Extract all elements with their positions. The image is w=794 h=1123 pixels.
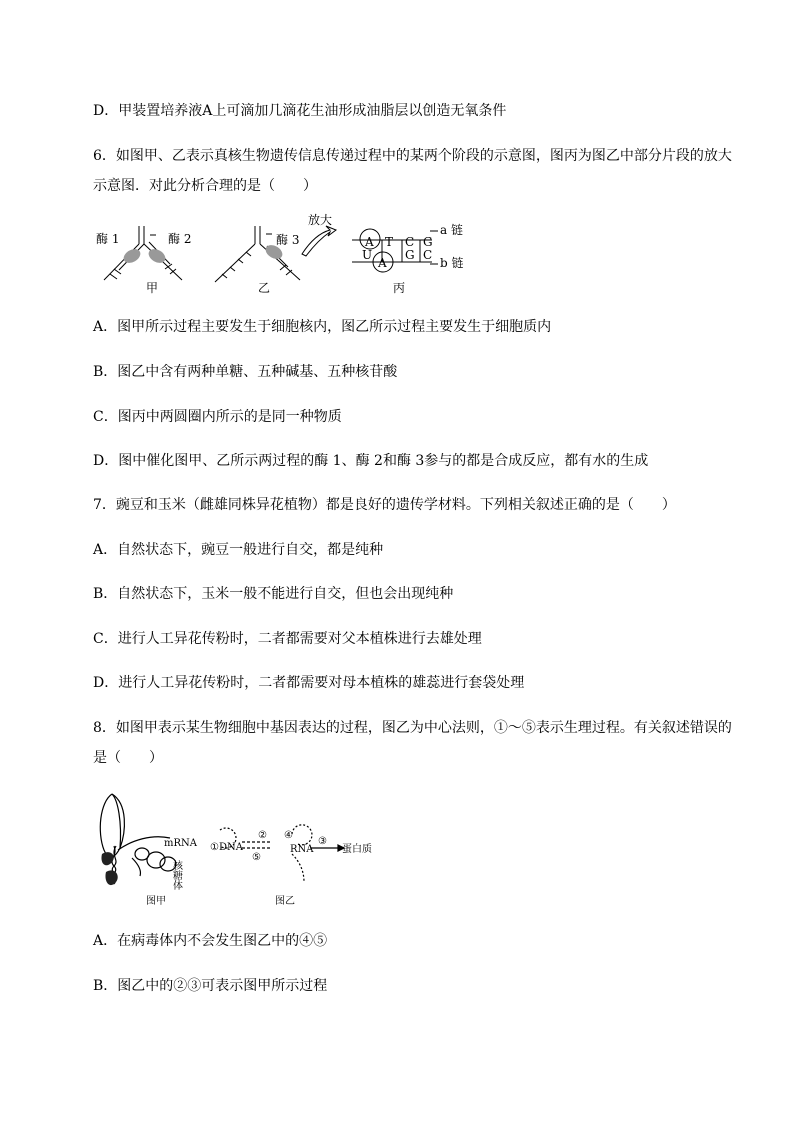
enzyme1-label: 酶 1 [96, 232, 120, 246]
process-3: ③ [318, 836, 327, 847]
base-top-2: T [385, 235, 394, 249]
caption-jia: 图甲 [146, 896, 166, 907]
base-top-4: G [423, 235, 433, 249]
ribosome-label: 核糖体 [170, 860, 182, 890]
q6-stem-line1: 6．如图甲、乙表示真核生物遗传信息传递过程中的某两个阶段的示意图，图丙为图乙中部分片段的放大 [93, 148, 732, 164]
q6-option-d: D．图中催化图甲、乙所示两过程的酶 1、酶 2和酶 3参与的都是合成反应，都有水的生成 [93, 453, 649, 469]
label-jia: 甲 [146, 281, 159, 295]
mrna-label: mRNA [164, 838, 197, 849]
base-top-3: C [405, 235, 415, 249]
q6-option-b: B．图乙中含有两种单糖、五种碱基、五种核苷酸 [93, 364, 398, 380]
process-4: ④ [284, 830, 293, 841]
base-bottom-4: C [423, 248, 433, 262]
enlarge-label: 放大 [308, 213, 333, 227]
chain-b-label: b 链 [440, 256, 464, 270]
base-bottom-2: A [378, 256, 387, 270]
q5-option-d: D．甲装置培养液A上可滴加几滴花生油形成油脂层以创造无氧条件 [93, 103, 507, 119]
chain-a-label: a 链 [440, 223, 463, 237]
process-5: ⑤ [252, 852, 261, 863]
q7-option-c: C．进行人工异花传粉时，二者都需要对父本植株进行去雄处理 [93, 631, 482, 647]
base-bottom-3: G [405, 248, 415, 262]
process-2: ② [258, 830, 267, 841]
q8-option-b: B．图乙中的②③可表示图甲所示过程 [93, 978, 328, 994]
q8-stem-line1: 8．如图甲表示某生物细胞中基因表达的过程，图乙为中心法则，①～⑤表示生理过程。有关叙述错误的 [93, 720, 732, 736]
q6-option-c: C．图丙中两圆圈内所示的是同一种物质 [93, 409, 342, 425]
q6-stem-line2: 示意图．对此分析合理的是（ ） [93, 178, 317, 194]
q8-stem-line2: 是（ ） [93, 750, 163, 766]
q7-option-a: A．自然状态下，豌豆一般进行自交，都是纯种 [93, 542, 384, 558]
q7-option-b: B．自然状态下，玉米一般不能进行自交，但也会出现纯种 [93, 586, 454, 602]
q8-figure [92, 792, 392, 908]
q7-option-d: D．进行人工异花传粉时，二者都需要对母本植株的雄蕊进行套袋处理 [93, 675, 525, 691]
q6-option-a: A．图甲所示过程主要发生于细胞核内，图乙所示过程主要发生于细胞质内 [93, 319, 552, 335]
q6-figure [90, 212, 470, 298]
q8-option-a: A．在病毒体内不会发生图乙中的④⑤ [93, 933, 328, 949]
protein-label: 蛋白质 [342, 844, 372, 855]
q7-stem: 7．豌豆和玉米（雌雄同株异花植物）都是良好的遗传学材料。下列相关叙述正确的是（ ） [93, 497, 676, 513]
base-bottom-1: U [362, 248, 373, 262]
label-yi: 乙 [258, 281, 271, 295]
caption-yi: 图乙 [275, 896, 295, 907]
enzyme3-label: 酶 3 [276, 233, 300, 247]
enzyme2-label: 酶 2 [168, 232, 192, 246]
label-bing: 丙 [393, 281, 406, 295]
dna-label: ①DNA [210, 842, 243, 853]
base-top-1: A [365, 235, 374, 249]
rna-label: RNA [290, 844, 314, 855]
